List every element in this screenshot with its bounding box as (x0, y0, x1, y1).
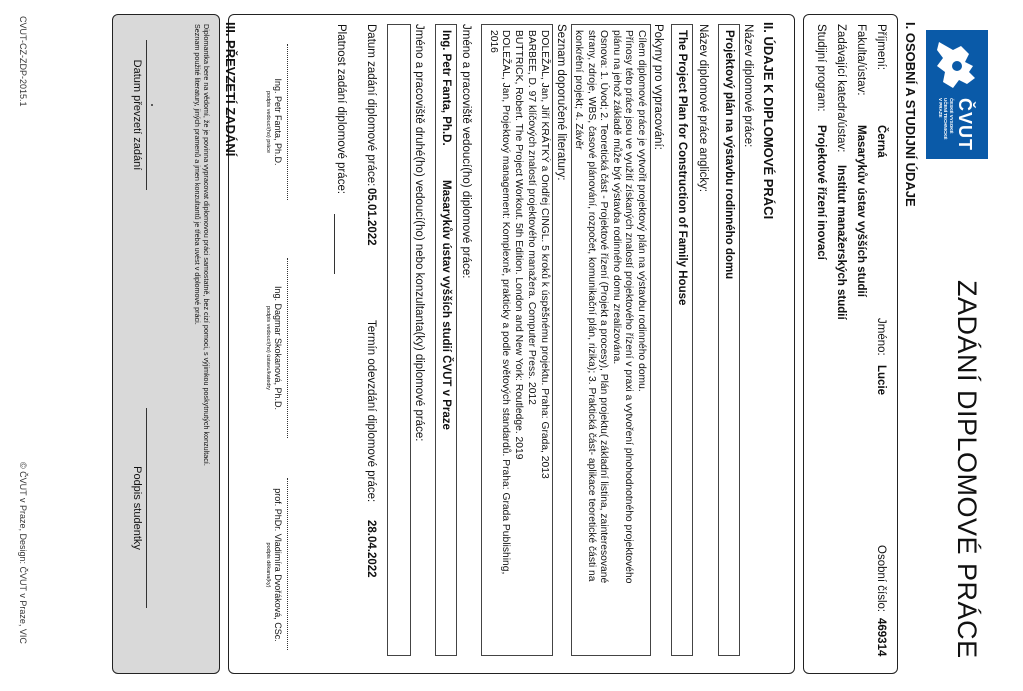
surname-value: Černá (875, 125, 887, 158)
document-title: ZADÁNÍ DIPLOMOVÉ PRÁCE (952, 280, 982, 659)
literature-item: DOLEŽAL, Jan, Jiří KRÁTKÝ a Ondřej CINGL. 5 kroků k úspěšnému projektu. Praha: Grada, 2013 (539, 30, 550, 479)
validity-label: Platnost zadání diplomové práce: (335, 24, 347, 195)
firstname-label: Jméno: (875, 318, 887, 356)
supervisor-workplace: Masarykův ústav vyšších studií ČVUT v Praze (440, 180, 452, 430)
guidelines-line: konkrétní projekt; 4. Závěr (573, 30, 585, 150)
assignment-date-value: 05.01.2022 (365, 188, 377, 246)
thesis-title-en-value: The Project Plan for Construction of Family House (676, 30, 688, 306)
section-1-heading: I. OSOBNÍ A STUDIJNÍ ÚDAJE (903, 22, 918, 207)
acceptance-note-line: Diplomantka bere na vědomí, že je povinna vypracovat diplomovou práci samostatně, bez cizí pomoci, s výjimkou poskytnutých konzultací. (202, 24, 211, 466)
acceptance-note-line: Seznam použité literatury, jiných pramenů a jmen konzultantů je třeba uvést v diplomové práci. (193, 24, 202, 325)
personal-number-label: Osobní číslo: (875, 545, 887, 613)
signature-name-dean: prof. PhDr. Vladimíra Dvořáková, CSc. (273, 488, 283, 642)
logo-sub-1: ČESKÉ VYSOKÉ (948, 98, 954, 134)
section-2-heading: II. ÚDAJE K DIPLOMOVÉ PRÁCI (761, 22, 776, 220)
department-label: Zadávající katedra/ústav: (835, 24, 847, 153)
signature-line-supervisor (287, 44, 288, 200)
signature-role-supervisor: podpis vedoucí(ho) práce (265, 90, 271, 154)
acceptance-note (193, 24, 211, 664)
second-supervisor-label: Jméno a pracoviště druhé(ho) vedoucí(ho) nebo konzultanta(ky) diplomové práce: (413, 24, 425, 442)
logo-sub-2: UČENÍ TECHNICKÉ (943, 98, 949, 140)
footer-form-code: CVUT-CZ-ZDP-2015.1 (18, 16, 28, 107)
signature-role-head: podpis vedoucí(ho) ústavu/katedry (265, 305, 271, 391)
signature-role-dean: podpis děkana(ky) (265, 542, 271, 588)
guidelines-line: strany, zdroje, WBS, časové plánování, rozpočet, komunikační plán, rizika); 3. Praktická část- aplikace teoretické části na (585, 30, 597, 582)
deadline-value: 28.04.2022 (365, 520, 377, 578)
logo-name: ČVUT (955, 98, 976, 151)
acceptance-date-label: Datum převzetí zadání (131, 59, 143, 171)
guidelines-text (572, 30, 647, 650)
date-line (146, 40, 147, 190)
supervisor-label: Jméno a pracoviště vedoucí(ho) diplomové práce: (460, 24, 472, 279)
literature-item: BUTTRICK, Robert. The Project Workout. 5th Edition. London and New York: Routledge. 2019 (513, 30, 525, 460)
footer-copyright: © ČVUT v Praze, Design: ČVUT v Praze, VIC (18, 462, 28, 644)
thesis-title-en-label: Název diplomové práce anglicky: (697, 24, 709, 193)
program-label: Studijní program: (815, 24, 827, 112)
department-value: Institut manažerských studií (835, 165, 847, 320)
signature-line-dean (287, 478, 288, 650)
signature-name-supervisor: Ing. Petr Fanta, Ph.D. (273, 78, 283, 166)
date-dot (151, 104, 153, 106)
surname-label: Příjmení: (875, 24, 887, 71)
student-signature-label: Podpis studentky (131, 466, 143, 550)
second-supervisor-box (387, 24, 411, 656)
logo-sub-3: V PRAZE (938, 98, 944, 118)
cvut-logo (926, 30, 988, 159)
guidelines-line: plánu na jehož základě může být výstavba rodinného domu zrealizována. (610, 30, 622, 365)
lion-emblem-icon (931, 36, 983, 94)
personal-number-value: 469314 (875, 618, 887, 657)
section-3-heading: III. PŘEVZETÍ ZADÁNÍ (223, 22, 238, 157)
guidelines-label: Pokyny pro vypracování: (652, 24, 664, 150)
literature-text (486, 30, 550, 650)
program-value: Projektové řízení inovací (815, 125, 827, 260)
validity-line (334, 214, 335, 274)
guidelines-line: Cílem diplomové práce je vytvořit projektový plán na výstavbu rodinného domu. (636, 30, 647, 392)
thesis-title-value: Projektový plán na výstavbu rodinného domu (723, 30, 735, 280)
signature-line-head (287, 258, 288, 438)
guidelines-line: Osnova: 1. Úvod; 2. Teoretická část - Projektové řízení (Projekt a procesy), Plán projektu( základní listina, zainteresované (598, 30, 610, 584)
assignment-date-label: Datum zadání diplomové práce: (365, 24, 377, 187)
literature-label: Seznam doporučené literatury: (555, 24, 567, 181)
deadline-label: Termín odevzdání diplomové práce: (365, 320, 377, 503)
student-signature-line (146, 408, 147, 608)
supervisor-name: Ing. Petr Fanta, Ph.D. (440, 30, 452, 146)
literature-item: BARBEE, D. 97 klíčových znalostí projektového manažera. Computer Press. 2012 (526, 30, 538, 405)
literature-item: 2016 (487, 30, 499, 53)
thesis-title-label: Název diplomové práce: (742, 24, 754, 148)
faculty-label: Fakulta/ústav: (855, 24, 867, 96)
firstname-value: Lucie (875, 365, 887, 396)
signature-name-head: Ing. Dagmar Skokanová, Ph.D. (273, 285, 283, 411)
literature-item: DOLEŽAL, Jan, Projektový management: Komplexně, prakticky a podle světových standardů. Praha: Grada Publishing, (500, 30, 512, 575)
faculty-value: Masarykův ústav vyšších studií (855, 125, 867, 297)
guidelines-line: Přínosy této práce jsou ve využití získaných znalostí projektového řízení v praxi a vytvoření plnohodnotného projektového (623, 30, 635, 584)
